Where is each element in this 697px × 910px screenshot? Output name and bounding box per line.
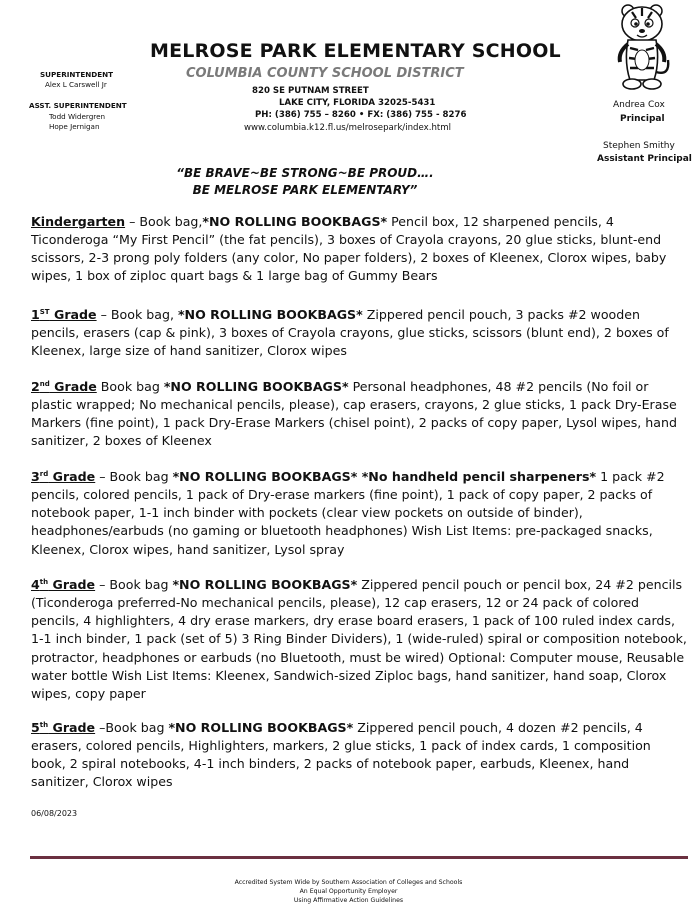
supply-items: 1 pack #2 pencils, colored pencils, 1 pack of Dry-erase markers (fine point), 1 pack of copy paper, 2 packs of notebook paper, 1-1 inch binder with pockets (clear view pockets on outside of binder), headphones/earbuds (no gaming or bluetooth headphones) Wish List Items: pre-packaged snacks, Kleenex, Clorox wipes, hand sanitizer, Lysol spray — [31, 469, 665, 557]
district-name: COLUMBIA COUNTY SCHOOL DISTRICT — [186, 66, 464, 81]
grade-label-1: 1ST Grade — [31, 307, 97, 323]
asst-superintendent-name-1: Todd Widergren — [49, 112, 106, 121]
supply-items: Pencil box, 12 sharpened pencils, 4 Ticonderoga “My First Pencil” (the fat pencils), 3 boxes of Crayola crayons, 20 glue sticks, blunt-end scissors, 2-3 prong poly folders (any color, No paper folders), 2 boxes of Kleenex, Clorox wipes, baby wipes, 1 box of ziploc quart bags & 1 large bag of Gummy Bears — [31, 214, 667, 284]
principal-name: Andrea Cox — [613, 100, 665, 110]
school-website-link[interactable]: www.columbia.k12.fl.us/melrosepark/index.html — [244, 123, 452, 133]
no-rolling-notice: *NO ROLLING BOOKBAGS* — [172, 577, 358, 593]
supply-items: Zippered pencil pouch, 3 packs #2 wooden pencils, erasers (cap & pink), 3 boxes of Crayola crayons, glue sticks, scissors (blunt end), 2 boxes of Kleenex, large size of hand sanitizer, Clorox wipes — [31, 307, 669, 359]
address-street: 820 SE PUTNAM STREET — [252, 86, 369, 96]
asst-superintendent-name-2: Hope Jernigan — [49, 122, 100, 131]
no-rolling-notice: *NO ROLLING BOOKBAGS* — [202, 214, 388, 229]
grade-label-4: 4th Grade — [31, 577, 96, 593]
tiger-mascot-icon — [610, 2, 674, 92]
principal-title: Principal — [620, 114, 665, 124]
no-rolling-notice: *NO ROLLING BOOKBAGS* — [163, 379, 349, 395]
supply-items: Zippered pencil pouch or pencil box, 24 #2 pencils (Ticonderoga preferred-No mechanical pencils, please), 12 cap erasers, 12 or 24 pack of colored pencils, 4 highlighters, 4 dry erase markers, dry erase board erasers, 1 pack of 100 ruled index cards, 1-1 inch binder, 1 pack (set of 5) 3 Ring Binder Dividers), 1 (wide-ruled) spiral or composition notebook, protractor, headphones or earbuds (no Bluetooth, must be wired) Optional: Computer mouse, Reusable water bottle Wish List Items: Kleenex, Sandwich-sized Ziploc bags, hand sanitizer, hand soap, Clorox wipes, copy paper — [31, 577, 687, 701]
supply-list-grade-1: 1ST Grade – Book bag, *NO ROLLING BOOKBAGS* Zippered pencil pouch, 3 packs #2 wooden pencils, erasers (cap & pink), 3 boxes of Crayola crayons, glue sticks, scissors (blunt end), 2 boxes of Kleenex, large size of hand sanitizer, Clorox wipes — [31, 307, 669, 359]
grade-label-2: 2nd Grade — [31, 379, 97, 395]
school-slogan — [150, 165, 460, 199]
no-rolling-notice: *NO ROLLING BOOKBAGS* — [177, 307, 363, 323]
asst-superintendent-label: ASST. SUPERINTENDENT — [29, 101, 127, 110]
phone-fax-line: PH: (386) 755 – 8260 • FX: (386) 755 - 8276 — [255, 110, 467, 120]
document-date: 06/08/2023 — [31, 809, 78, 818]
footer — [0, 878, 697, 905]
slogan-line-2: BE MELROSE PARK ELEMENTARY” — [192, 183, 418, 197]
school-name: MELROSE PARK ELEMENTARY SCHOOL — [150, 40, 561, 62]
superintendent-label: SUPERINTENDENT — [40, 70, 114, 79]
supply-items: Personal headphones, 48 #2 pencils (No foil or plastic wrapped; No mechanical pencils, please), cap erasers, crayons, 2 glue sticks, 1 pack Dry-Erase Markers (fine point), 1 pack Dry-Erase Markers (chisel point), 2 packs of copy paper, Lysol wipes, hand sanitizer, 2 boxes of Kleenex — [31, 379, 677, 449]
grade-label-3: 3rd Grade — [31, 469, 96, 485]
supply-list-grade-2: 2nd Grade Book bag *NO ROLLING BOOKBAGS* Personal headphones, 48 #2 pencils (No foil or plastic wrapped; No mechanical pencils, please), cap erasers, crayons, 2 glue sticks, 1 pack Dry-Erase Markers (fine point), 1 pack Dry-Erase Markers (chisel point), 2 packs of copy paper, Lysol wipes, hand sanitizer, 2 boxes of Kleenex — [31, 379, 677, 449]
supply-list-grade-4: 4th Grade – Book bag *NO ROLLING BOOKBAGS* Zippered pencil pouch or pencil box, 24 #2 pencils (Ticonderoga preferred-No mechanical pencils, please), 12 cap erasers, 12 or 24 pack of colored pencils, 4 highlighters, 4 dry erase markers, dry erase board erasers, 1 pack of 100 ruled index cards, 1-1 inch binder, 1 pack (set of 5) 3 Ring Binder Dividers), 1 (wide-ruled) spiral or composition notebook, protractor, headphones or earbuds (no Bluetooth, must be wired) Optional: Computer mouse, Reusable water bottle Wish List Items: Kleenex, Sandwich-sized Ziploc bags, hand sanitizer, hand soap, Clorox wipes, copy paper — [31, 577, 687, 701]
no-rolling-notice: *NO ROLLING BOOKBAGS* — [168, 720, 354, 736]
address-city: LAKE CITY, FLORIDA 32025-5431 — [279, 98, 436, 108]
slogan-line-1: “BE BRAVE~BE STRONG~BE PROUD…. — [176, 166, 434, 180]
assistant-principal-name: Stephen Smithy — [603, 141, 675, 151]
supply-items: Zippered pencil pouch, 4 dozen #2 pencils, 4 erasers, colored pencils, Highlighters, markers, 2 glue sticks, 1 pack of index cards, 1 composition book, 2 spiral notebooks, 4-1 inch binders, 2 packs of notebook paper, earbuds, Kleenex, hand sanitizer, Clorox wipes — [31, 720, 651, 790]
no-rolling-notice: *NO ROLLING BOOKBAGS* *No handheld pencil sharpeners* — [172, 469, 597, 485]
grade-label-kindergarten: Kindergarten — [31, 214, 126, 229]
footer-equal-opportunity: An Equal Opportunity Employer — [299, 888, 398, 895]
superintendent-name: Alex L Carswell Jr — [45, 80, 107, 89]
assistant-principal-title: Assistant Principal — [597, 154, 692, 164]
supply-list-grade-5: 5th Grade –Book bag *NO ROLLING BOOKBAGS* Zippered pencil pouch, 4 dozen #2 pencils, 4 erasers, colored pencils, Highlighters, markers, 2 glue sticks, 1 pack of index cards, 1 composition book, 2 spiral notebooks, 4-1 inch binders, 2 packs of notebook paper, earbuds, Kleenex, hand sanitizer, Clorox wipes — [31, 720, 651, 790]
supply-list-grade-3: 3rd Grade – Book bag *NO ROLLING BOOKBAGS* *No handheld pencil sharpeners* 1 pack #2 pencils, colored pencils, 1 pack of Dry-erase markers (fine point), 1 pack of copy paper, 2 packs of notebook paper, 1-1 inch binder with pockets (clear view pockets on outside of binder), headphones/earbuds (no gaming or bluetooth headphones) Wish List Items: pre-packaged snacks, Kleenex, Clorox wipes, hand sanitizer, Lysol spray — [31, 469, 665, 557]
supply-list-kindergarten: Kindergarten – Book bag,*NO ROLLING BOOKBAGS* Pencil box, 12 sharpened pencils, 4 Ticonderoga “My First Pencil” (the fat pencils), 3 boxes of Crayola crayons, 20 glue sticks, blunt-end scissors, 2-3 prong poly folders (any color, No paper folders), 2 boxes of Kleenex, Clorox wipes, baby wipes, 1 box of ziploc quart bags & 1 large bag of Gummy Bears — [31, 214, 667, 284]
footer-affirmative-action: Using Affirmative Action Guidelines — [293, 897, 404, 904]
grade-label-5: 5th Grade — [31, 720, 96, 736]
footer-divider — [30, 856, 688, 859]
footer-accreditation: Accredited System Wide by Southern Association of Colleges and Schools — [234, 879, 463, 886]
